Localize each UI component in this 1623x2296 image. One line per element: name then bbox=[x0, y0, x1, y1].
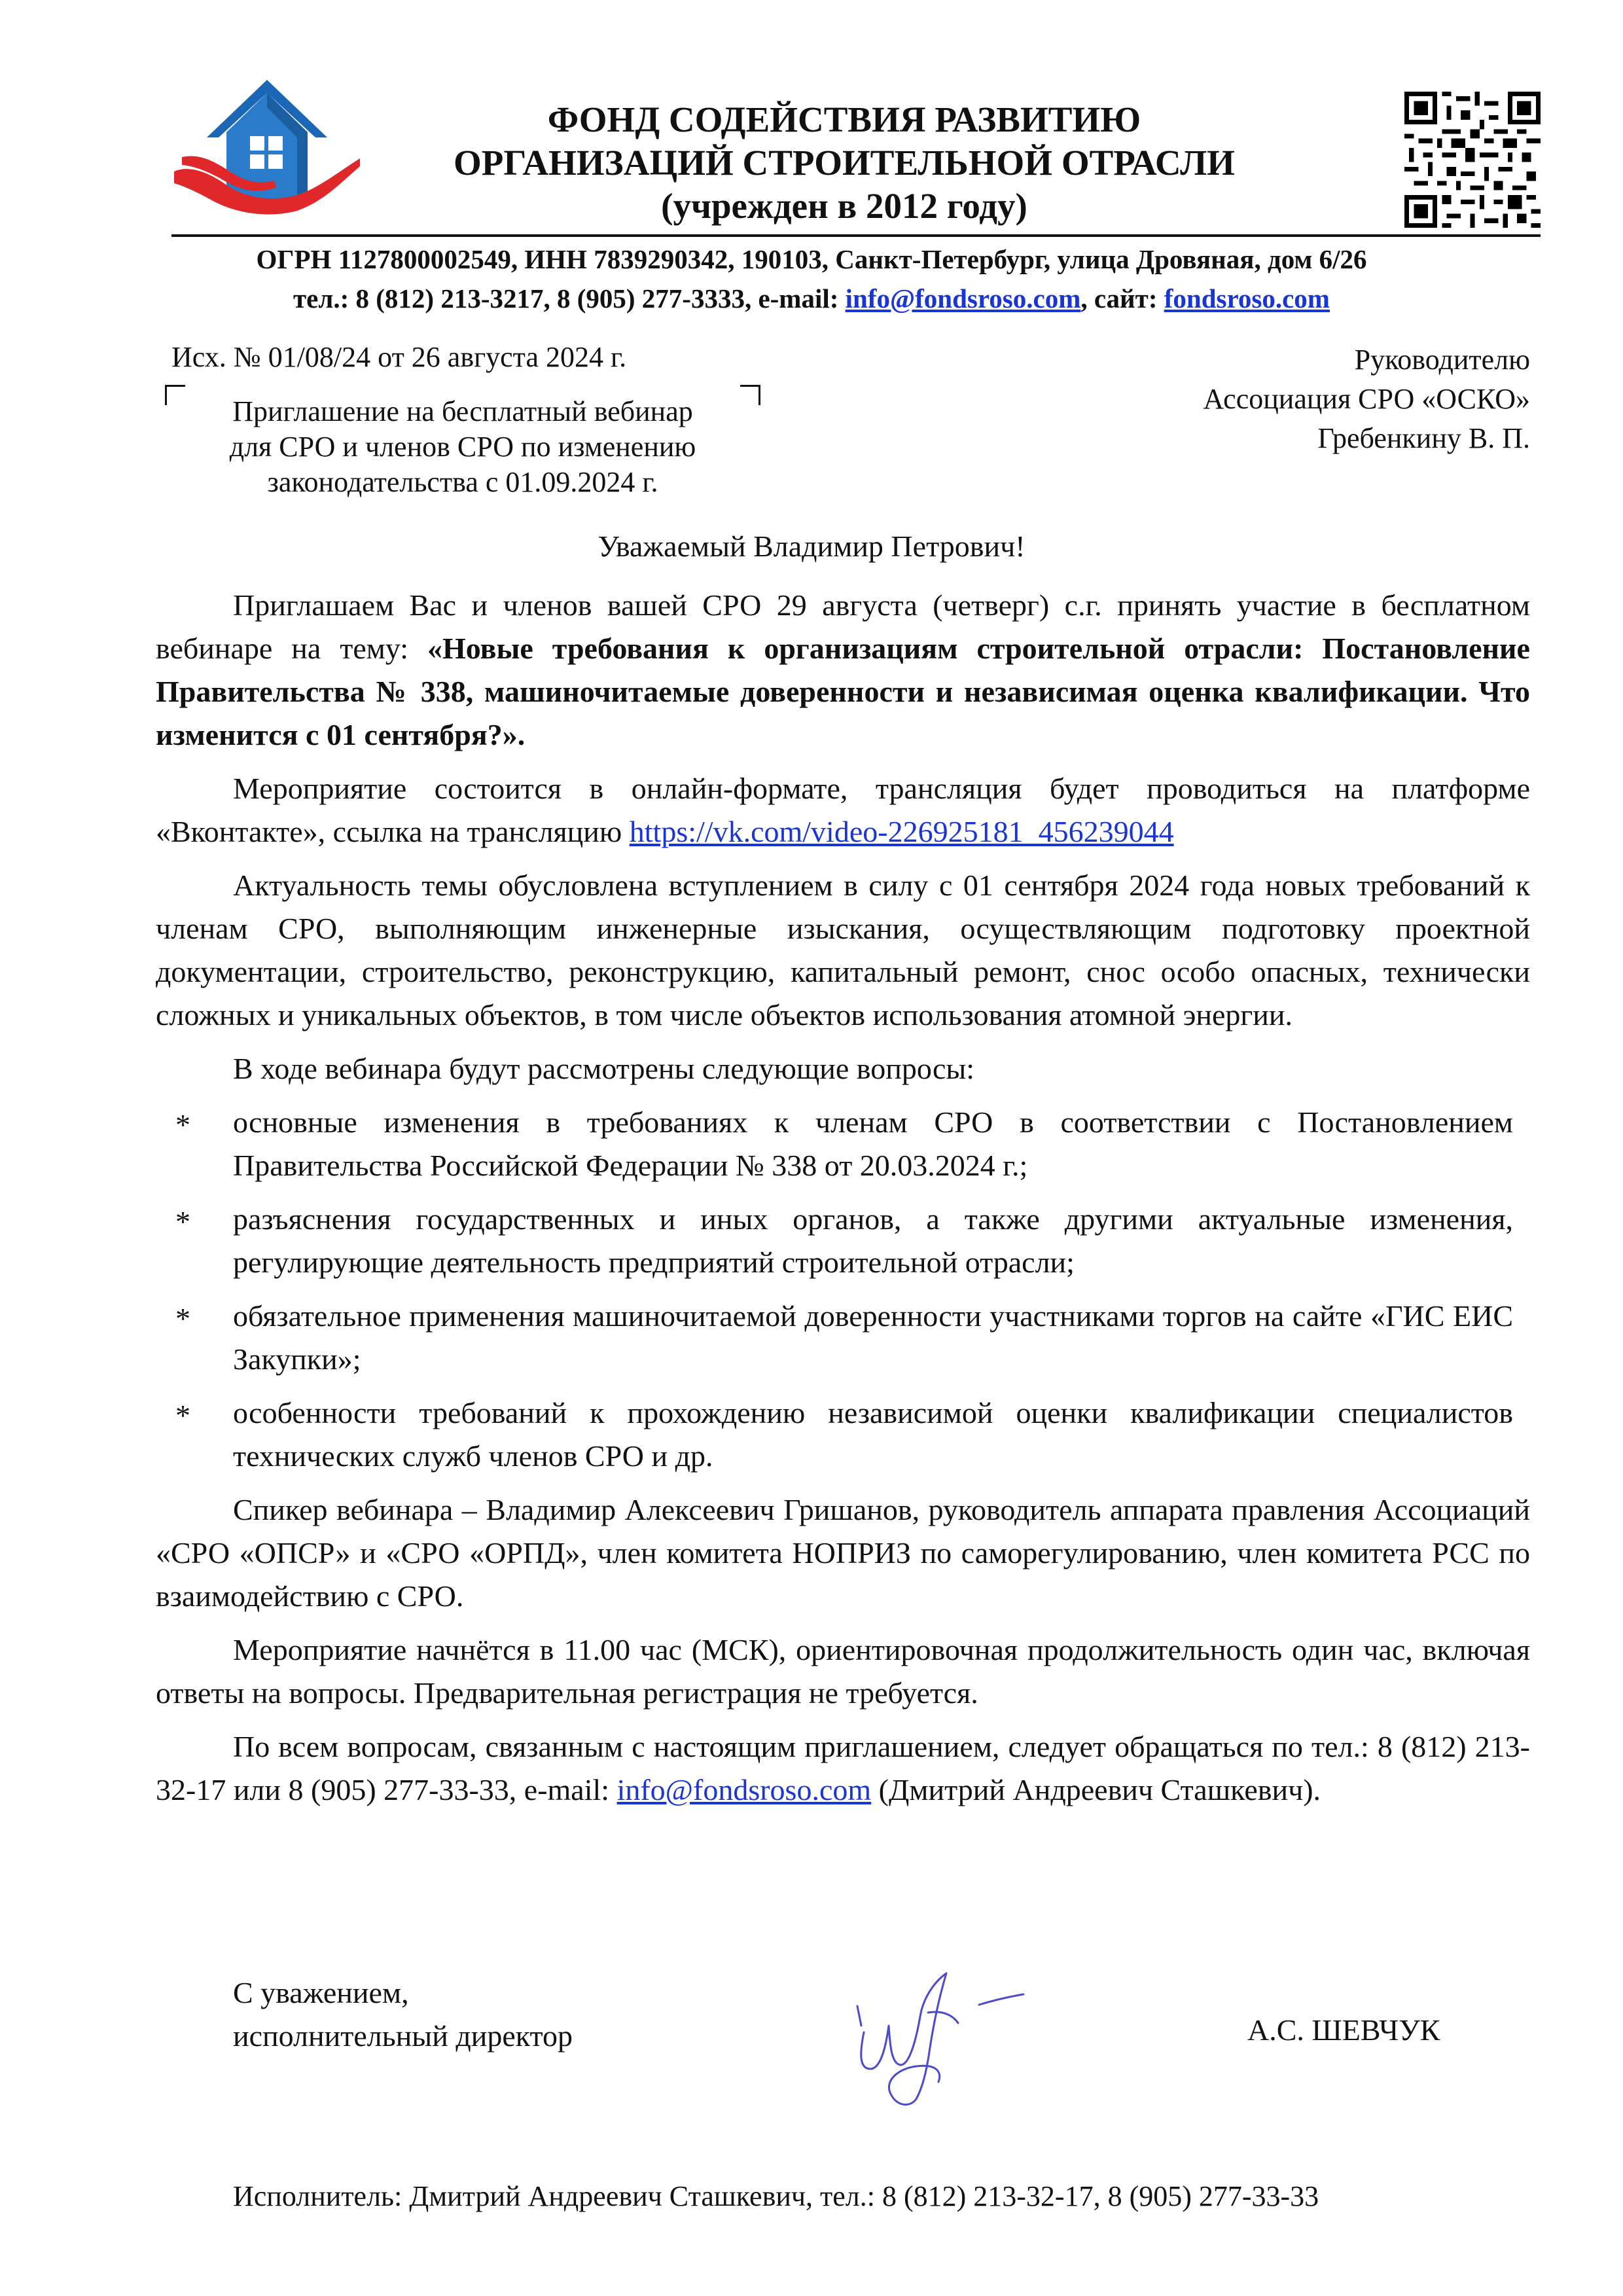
list-item-text: разъяснения государственных и иных органов, а также другими актуальные изменения, регулирующие деятельность предприятий строительной отрасли; bbox=[233, 1202, 1513, 1279]
contact-person: (Дмитрий Андреевич Сташкевич). bbox=[871, 1773, 1321, 1806]
paragraph-relevance: Актуальность темы обусловлена вступлением в силу с 01 сентября 2024 года новых требований к членам СРО, выполняющим инженерные изыскания, осуществляющим подготовку проектной документации, строительство, реконструкцию, капитальный ремонт, снос особо опасных, технически сложных и уникальных объектов, в том числе объектов использования атомной энергии. bbox=[156, 869, 1530, 1031]
handwritten-signature bbox=[818, 1954, 1054, 2111]
header-divider bbox=[171, 234, 1541, 237]
recipient-block bbox=[1203, 340, 1530, 458]
executor-line: Исполнитель: Дмитрий Андреевич Сташкевич, тел.: 8 (812) 213-32-17, 8 (905) 277-33-33 bbox=[233, 2180, 1319, 2212]
list-item-text: обязательное применения машиночитаемой доверенности участниками торгов на сайте «ГИС ЕИС Закупки»; bbox=[233, 1299, 1513, 1376]
subject-corner-right bbox=[740, 385, 760, 405]
paragraph-time: Мероприятие начнётся в 11.00 час (МСК), ориентировочная продолжительность один час, включая ответы на вопросы. Предварительная регистрация не требуется. bbox=[156, 1633, 1530, 1710]
broadcast-link[interactable]: https://vk.com/video-226925181_456239044 bbox=[629, 815, 1174, 848]
subject-line-3: законодательства с 01.09.2024 г. bbox=[267, 466, 658, 498]
recipient-line-2: Ассоциация СРО «ОСКО» bbox=[1203, 383, 1530, 415]
contact-email-link[interactable]: info@fondsroso.com bbox=[616, 1773, 872, 1806]
list-item bbox=[156, 1198, 1530, 1284]
paragraph-questions-intro: В ходе вебинара будут рассмотрены следующие вопросы: bbox=[233, 1052, 975, 1085]
bullet-mark: * bbox=[175, 1399, 190, 1432]
subject-line-2: для СРО и членов СРО по изменению bbox=[229, 431, 696, 463]
bullet-mark: * bbox=[175, 1108, 190, 1141]
phones-text: тел.: 8 (812) 213-3217, 8 (905) 277-3333, e-mail: bbox=[293, 283, 846, 314]
contacts-line bbox=[157, 279, 1466, 318]
list-item bbox=[156, 1295, 1530, 1381]
recipient-line-1: Руководителю bbox=[1354, 344, 1530, 376]
title-line-3: (учрежден в 2012 году) bbox=[661, 186, 1027, 226]
house-on-hand-logo-icon bbox=[169, 73, 365, 217]
salutation: Уважаемый Владимир Петрович! bbox=[597, 529, 1026, 563]
paragraph-invitation bbox=[156, 584, 1530, 757]
qr-code-icon bbox=[1404, 92, 1541, 228]
site-prefix: , сайт: bbox=[1080, 283, 1164, 314]
regards: С уважением, bbox=[233, 1976, 409, 2009]
contacts-text: По всем вопросам, связанным с настоящим приглашением, следует обращаться по тел.: 8 (812) 213-32-17 или 8 (905) 277-33-33, e-mail: bbox=[156, 1730, 1530, 1806]
webinar-topic: «Новые требования к организациям строительной отрасли: Постановление Правительства № 338, машиночитаемые доверенности и независимая оценка квалификации. Что изменится с 01 сентября?». bbox=[156, 632, 1530, 751]
signer-name: А.С. ШЕВЧУК bbox=[1247, 2013, 1440, 2047]
subject-line-1: Приглашение на бесплатный вебинар bbox=[232, 395, 693, 427]
signer-position: исполнительный директор bbox=[233, 2019, 573, 2053]
requisites bbox=[157, 240, 1466, 318]
list-item-text: основные изменения в требованиях к членам СРО в соответствии с Постановлением Правительства Российской Федерации № 338 от 20.03.2024 г.; bbox=[233, 1105, 1513, 1182]
recipient-line-3: Гребенкину В. П. bbox=[1317, 422, 1530, 454]
subject-block bbox=[171, 394, 754, 500]
title-line-1: ФОНД СОДЕЙСТВИЯ РАЗВИТИЮ bbox=[547, 99, 1141, 139]
outgoing-number: Исх. № 01/08/24 от 26 августа 2024 г. bbox=[171, 341, 627, 373]
signature-block bbox=[233, 1971, 573, 2058]
site-link[interactable]: fondsroso.com bbox=[1164, 283, 1330, 314]
letter-body bbox=[156, 584, 1530, 1822]
paragraph-speaker: Спикер вебинара – Владимир Алексеевич Гришанов, руководитель аппарата правления Ассоциаций «СРО «ОПСР» и «СРО «ОРПД», член комитета НОПРИЗ по саморегулированию, член комитета РСС по взаимодействию с СРО. bbox=[156, 1493, 1530, 1613]
paragraph-format bbox=[156, 767, 1530, 853]
organization-title bbox=[366, 98, 1322, 228]
subject-corner-left bbox=[165, 385, 185, 405]
title-line-2: ОРГАНИЗАЦИЙ СТРОИТЕЛЬНОЙ ОТРАСЛИ bbox=[454, 143, 1235, 183]
bullet-mark: * bbox=[175, 1302, 190, 1335]
invitation-text: Приглашаем Вас и членов вашей СРО 29 августа (четверг) с.г. принять участие в бесплатном вебинаре на тему: bbox=[156, 588, 1530, 665]
paragraph-contacts bbox=[156, 1725, 1530, 1812]
list-item-text: особенности требований к прохождению независимой оценки квалификации специалистов технических служб членов СРО и др. bbox=[233, 1396, 1513, 1473]
list-item bbox=[156, 1101, 1530, 1187]
bullet-mark: * bbox=[175, 1205, 190, 1238]
questions-list bbox=[156, 1101, 1530, 1478]
email-link[interactable]: info@fondsroso.com bbox=[845, 283, 1081, 314]
format-text: Мероприятие состоится в онлайн-формате, трансляция будет проводиться на платформе «Вконтакте», ссылка на трансляцию bbox=[156, 772, 1530, 848]
requisites-line-1: ОГРН 1127800002549, ИНН 7839290342, 190103, Санкт-Петербург, улица Дровяная, дом 6/26 bbox=[256, 244, 1367, 274]
list-item bbox=[156, 1391, 1530, 1478]
